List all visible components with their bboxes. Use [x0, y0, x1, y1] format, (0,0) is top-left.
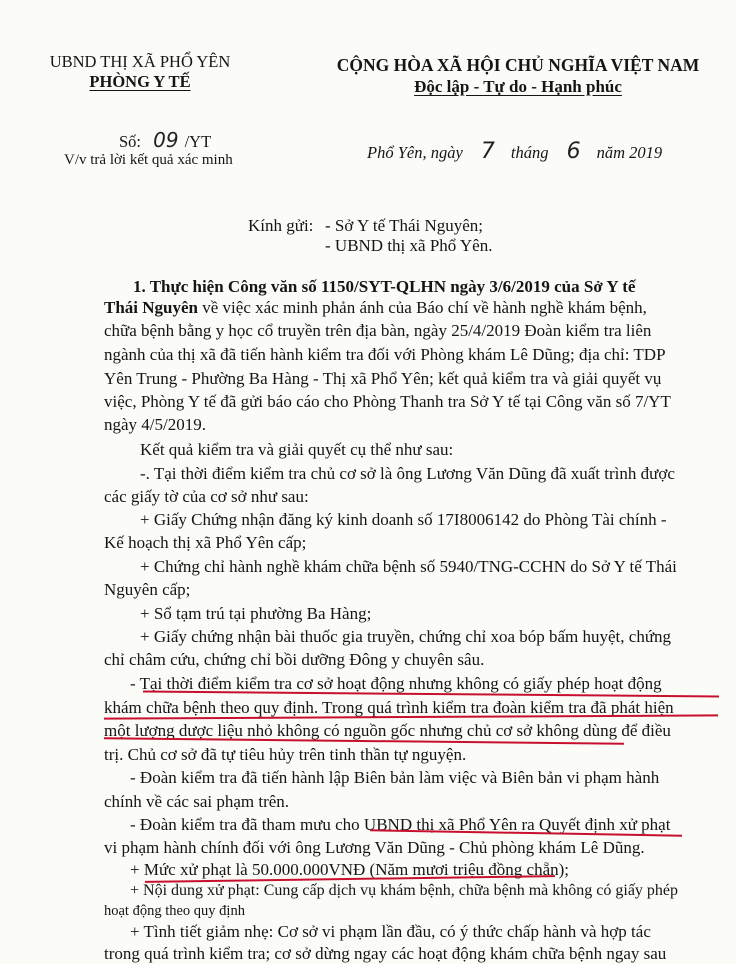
- line-21: trị. Chủ cơ sở đã tự tiêu hủy trên tinh thần tự nguyện.: [104, 745, 467, 764]
- line-16: + Giấy chứng nhận bài thuốc gia truyền, chứng chỉ xoa bóp bấm huyệt, chứng: [140, 627, 672, 646]
- result-intro: Kết quả kiểm tra và giải quyết cụ thể như sau:: [140, 440, 454, 459]
- handwritten-day: 7: [480, 139, 495, 164]
- para1-heading: 1. Thực hiện Công văn số 1150/SYT-QLHN ngày 3/6/2019 của Sở Y tế: [133, 277, 636, 296]
- line-13: + Chứng chỉ hành nghề khám chữa bệnh số 5940/TNG-CCHN do Sở Y tế Thái: [140, 557, 677, 576]
- line-20: một lượng dược liệu nhỏ không có nguồn gốc nhưng chủ cơ sở không dùng để điều: [104, 721, 671, 740]
- org-name: UBND THỊ XÃ PHỔ YÊN: [49, 52, 231, 71]
- para1-line3: chữa bệnh bằng y học cổ truyền trên địa bàn, ngày 25/4/2019 Đoàn kiểm tra liên: [104, 321, 652, 340]
- line-15: + Sổ tạm trú tại phường Ba Hàng;: [140, 604, 372, 623]
- line-30: trong quá trình kiểm tra; cơ sở dừng ngay các hoạt động khám chữa bệnh ngay sau: [104, 944, 667, 963]
- document-number: Số: 09 /YT: [119, 128, 212, 152]
- line-11: + Giấy Chứng nhận đăng ký kinh doanh số 17I8006142 do Phòng Tài chính -: [140, 510, 667, 529]
- para1-line2: Thái Nguyên về việc xác minh phản ánh của Báo chí về hành nghề khám bệnh,: [104, 298, 647, 317]
- line-29: + Tình tiết giảm nhẹ: Cơ sở vi phạm lần đầu, có ý thức chấp hành và hợp tác: [130, 922, 651, 941]
- nation-title: CỘNG HÒA XÃ HỘI CHỦ NGHĨA VIỆT NAM: [336, 55, 700, 75]
- place-date: Phổ Yên, ngày 7 tháng 6 năm 2019: [367, 139, 663, 164]
- para1-line6: việc, Phòng Y tế đã gửi báo cáo cho Phòng Thanh tra Sở Y tế tại Công văn số 7/YT: [104, 392, 671, 411]
- line-24: - Đoàn kiểm tra đã tham mưu cho UBND thị xã Phổ Yên ra Quyết định xử phạt: [130, 815, 671, 834]
- para1-line5: Yên Trung - Phường Ba Hàng - Thị xã Phổ Yên; kết quả kiểm tra và giải quyết vụ: [104, 369, 662, 388]
- para1-line7: ngày 4/5/2019.: [104, 415, 206, 434]
- line-23: chính về các sai phạm trên.: [104, 792, 290, 811]
- line-27: + Nội dung xử phạt: Cung cấp dịch vụ khám bệnh, chữa bệnh mà không có giấy phép: [130, 882, 679, 899]
- department-name: PHÒNG Y TẾ: [89, 72, 191, 91]
- line-25: vi phạm hành chính đối với ông Lương Văn Dũng - Chủ phòng khám Lê Dũng.: [104, 838, 645, 857]
- line-9: -. Tại thời điểm kiểm tra chủ cơ sở là ông Lương Văn Dũng đã xuất trình được: [140, 464, 675, 483]
- line-26: + Mức xử phạt là 50.000.000VNĐ (Năm mươi triệu đồng chẵn);: [130, 860, 570, 879]
- line-22: - Đoàn kiểm tra đã tiến hành lập Biên bản làm việc và Biên bản vi phạm hành: [130, 768, 660, 787]
- line-28: hoạt động theo quy định: [104, 903, 245, 919]
- line-17: chỉ châm cứu, chứng chỉ bồi dưỡng Đông y chuyên sâu.: [104, 650, 485, 669]
- line-14: Nguyên cấp;: [104, 580, 191, 599]
- handwritten-month: 6: [566, 139, 581, 164]
- document-subject: V/v trả lời kết quả xác minh: [64, 152, 233, 168]
- recipient-1: - Sở Y tế Thái Nguyên;: [325, 216, 484, 235]
- line-19: khám chữa bệnh theo quy định. Trong quá trình kiểm tra đoàn kiểm tra đã phát hiện: [104, 698, 674, 717]
- motto: Độc lập - Tự do - Hạnh phúc: [414, 77, 622, 96]
- line-12: Kế hoạch thị xã Phổ Yên cấp;: [104, 533, 307, 552]
- recipient-label: Kính gửi:: [248, 216, 314, 235]
- recipient-2: - UBND thị xã Phổ Yên.: [325, 236, 493, 255]
- line-18: - Tại thời điểm kiểm tra cơ sở hoạt động nhưng không có giấy phép hoạt động: [130, 674, 662, 693]
- para1-line4: ngành của thị xã đã tiến hành kiểm tra đối với Phòng khám Lê Dũng; địa chỉ: TDP: [104, 345, 666, 364]
- line-10: các giấy tờ của cơ sở như sau:: [104, 487, 309, 506]
- handwritten-number: 09: [153, 128, 179, 152]
